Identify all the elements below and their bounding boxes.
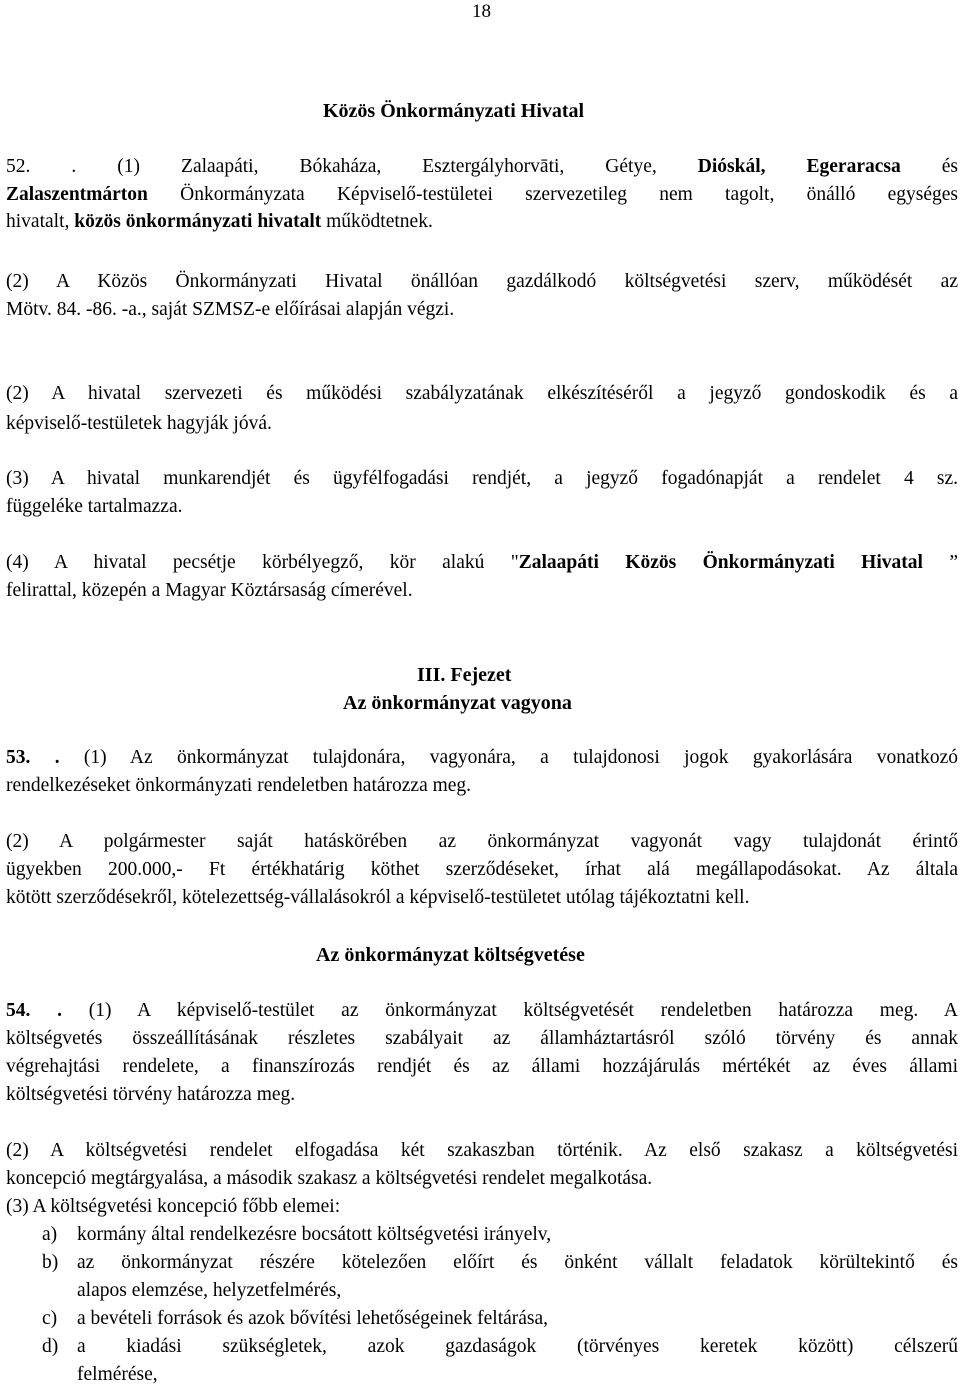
s52-p2-line-2: Mötv. 84. -86. -a., saját SZMSZ-e előírásai alapján végzi. (6, 299, 455, 320)
s54-line-3: végrehajtási rendelete, a finanszírozás rendjét és az állami hozzájárulás mértékét az éves állami (6, 1056, 958, 1077)
page-number: 18 (472, 1, 491, 22)
s52-p4-line-1: (4) A hivatal pecsétje körbélyegző, kör alakú "Zalaapáti Közös Önkormányzati Hivatal ” (6, 552, 958, 573)
s52-p3-line-1: (3) A hivatal munkarendjét és ügyfélfogadási rendjét, a jegyző fogadónapját a rendelet 4 sz. (6, 468, 958, 489)
list-item-text: a kiadási szükségletek, azok gazdaságok (törvényes keretek között) célszerű (77, 1336, 958, 1357)
s52-p2b-line-2: képviselő-testületek hagyják jóvá. (6, 413, 272, 434)
s53-p2-line-2: ügyekben 200.000,- Ft értékhatárig köthet szerződéseket, írhat alá megállapodásokat. Az általa (6, 859, 958, 880)
s54-p3: (3) A költségvetési koncepció főbb elemei: (6, 1196, 341, 1217)
list-item-text-cont: felmérése, (77, 1364, 158, 1385)
s53-p2-line-1: (2) A polgármester saját hatáskörében az önkormányzat vagyonát vagy tulajdonát érintő (6, 831, 958, 852)
s53-line-1: 53. . (1) Az önkormányzat tulajdonára, vagyonára, a tulajdonosi jogok gyakorlására vonatkozó (6, 747, 958, 768)
chapter-label: III. Fejezet (417, 664, 512, 686)
s52-p2b-line-1: (2) A hivatal szervezeti és működési szabályzatának elkészítéséről a jegyző gondoskodik és a (6, 383, 958, 404)
s53-line-2: rendelkezéseket önkormányzati rendeletben határozza meg. (6, 775, 472, 796)
list-item-label: c) (42, 1308, 58, 1329)
s52-line-1: 52. . (1) Zalaapáti, Bókaháza, Esztergályhorvāti, Gétye, Dióskál, Egeraracsa és (6, 156, 958, 177)
list-item-text: az önkormányzat részére kötelezően előírt és önként vállalt feladatok körültekintő és (77, 1252, 958, 1273)
s52-p3-line-2: függeléke tartalmazza. (6, 496, 183, 517)
chapter-title: Az önkormányzat vagyona (343, 692, 572, 714)
s54-line-1: 54. . (1) A képviselő-testület az önkormányzat költségvetését rendeletben határozza meg. A (6, 1000, 958, 1021)
s52-p4-line-2: felirattal, közepén a Magyar Köztársaság címerével. (6, 580, 413, 601)
budget-heading: Az önkormányzat költségvetése (316, 944, 585, 966)
s54-p2-line-2: koncepció megtárgyalása, a második szakasz a költségvetési rendelet megalkotása. (6, 1168, 653, 1189)
s52-line-2: Zalaszentmárton Önkormányzata Képviselő-testületei szervezetileg nem tagolt, önálló egységes (6, 184, 958, 205)
list-item-label: b) (42, 1252, 59, 1273)
s54-line-2: költségvetés összeállításának részletes szabályait az államháztartásról szóló törvény és annak (6, 1028, 958, 1049)
s53-p2-line-3: kötött szerződésekről, kötelezettség-vállalásokról a képviselő-testületet utólag tájékoztatni kell. (6, 887, 750, 908)
s52-p2-line-1: (2) A Közös Önkormányzati Hivatal önállóan gazdálkodó költségvetési szerv, működését az (6, 271, 958, 292)
list-item-text: a bevételi források és azok bővítési lehetőségeinek feltárása, (77, 1308, 549, 1329)
list-item-label: d) (42, 1336, 59, 1357)
list-item-label: a) (42, 1224, 58, 1245)
section-heading-hivatal: Közös Önkormányzati Hivatal (323, 100, 585, 122)
s54-p2-line-1: (2) A költségvetési rendelet elfogadása két szakaszban történik. Az első szakasz a költségvetési (6, 1140, 958, 1161)
s54-line-4: költségvetési törvény határozza meg. (6, 1084, 296, 1105)
list-item-text: kormány által rendelkezésre bocsátott költségvetési irányelv, (77, 1224, 552, 1245)
list-item-text-cont: alapos elemzése, helyzetfelmérés, (77, 1280, 342, 1301)
s52-line-3: hivatalt, közös önkormányzati hivatalt működtetnek. (6, 211, 433, 232)
